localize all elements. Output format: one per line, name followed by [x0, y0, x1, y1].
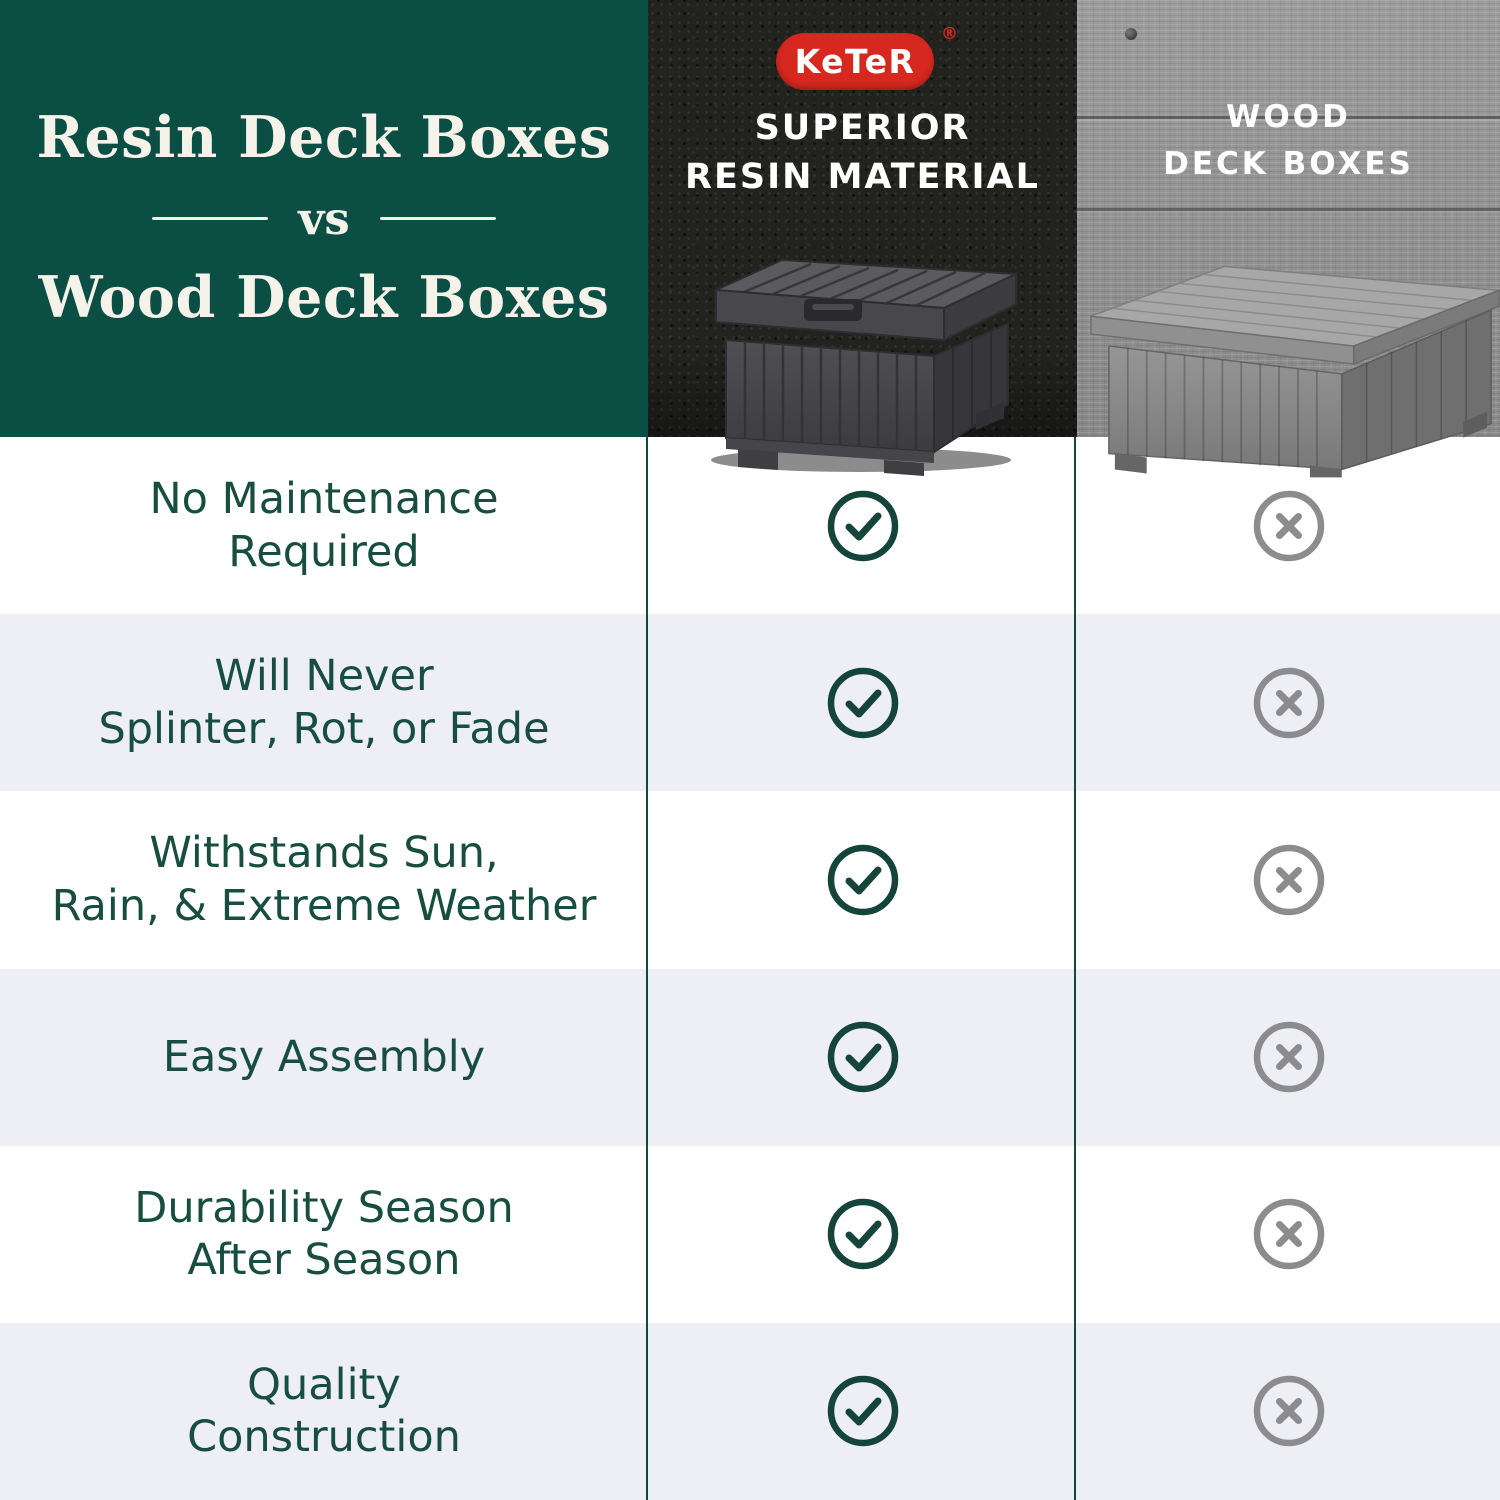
keter-logo	[776, 33, 934, 90]
x-circle-icon	[1251, 665, 1327, 741]
wood-label-line2: DECK BOXES	[1163, 145, 1414, 182]
wood-column-label	[1077, 94, 1500, 187]
table-row	[0, 791, 1500, 968]
resin-value-cell	[648, 1323, 1077, 1500]
vs-line-right	[380, 217, 496, 220]
check-circle-icon	[825, 488, 901, 564]
wood-header-panel	[1077, 0, 1500, 437]
wood-value-cell	[1077, 969, 1500, 1146]
check-circle-icon	[825, 1019, 901, 1095]
registered-trademark-icon: ®	[941, 24, 958, 44]
feature-label: No Maintenance Required	[149, 474, 499, 577]
feature-label: Withstands Sun, Rain, & Extreme Weather	[51, 828, 597, 931]
column-divider	[646, 437, 648, 1500]
resin-value-cell	[648, 791, 1077, 968]
check-circle-icon	[825, 665, 901, 741]
vs-label: vs	[298, 192, 350, 245]
table-row	[0, 1323, 1500, 1500]
title-line-wood: Wood Deck Boxes	[38, 264, 610, 331]
check-circle-icon	[825, 1196, 901, 1272]
check-circle-icon	[825, 1373, 901, 1449]
resin-label-line2: RESIN MATERIAL	[685, 157, 1040, 197]
table-row	[0, 1146, 1500, 1323]
wood-value-cell	[1077, 791, 1500, 968]
title-line-resin: Resin Deck Boxes	[36, 104, 612, 172]
x-circle-icon	[1251, 842, 1327, 918]
resin-header-panel	[648, 0, 1077, 437]
resin-column-label	[648, 104, 1077, 202]
resin-label-line1: SUPERIOR	[754, 108, 971, 148]
wood-value-cell	[1077, 1323, 1500, 1500]
wood-deck-box-image	[1085, 238, 1500, 478]
header	[0, 0, 1500, 437]
resin-deck-box-image	[686, 216, 1026, 476]
vs-divider	[152, 192, 495, 245]
column-divider	[1074, 437, 1076, 1500]
x-circle-icon	[1251, 1019, 1327, 1095]
x-circle-icon	[1251, 488, 1327, 564]
resin-value-cell	[648, 1146, 1077, 1323]
wood-plank-seam	[1077, 208, 1500, 211]
feature-label: Durability Season After Season	[134, 1182, 514, 1286]
title-panel	[0, 0, 648, 437]
feature-label: Easy Assembly	[162, 1031, 486, 1082]
nail-head	[1125, 28, 1137, 40]
table-row	[0, 614, 1500, 791]
table-row	[0, 969, 1500, 1146]
x-circle-icon	[1251, 1373, 1327, 1449]
feature-label: Will Never Splinter, Rot, or Fade	[98, 651, 550, 754]
wood-label-line1: WOOD	[1226, 99, 1351, 135]
wood-value-cell	[1077, 1146, 1500, 1323]
resin-value-cell	[648, 614, 1077, 791]
feature-label: Quality Construction	[187, 1359, 461, 1463]
resin-value-cell	[648, 969, 1077, 1146]
comparison-table	[0, 437, 1500, 1500]
keter-logo-text: KeTeR	[794, 42, 916, 81]
check-circle-icon	[825, 842, 901, 918]
x-circle-icon	[1251, 1196, 1327, 1272]
vs-line-left	[152, 217, 268, 220]
wood-value-cell	[1077, 614, 1500, 791]
